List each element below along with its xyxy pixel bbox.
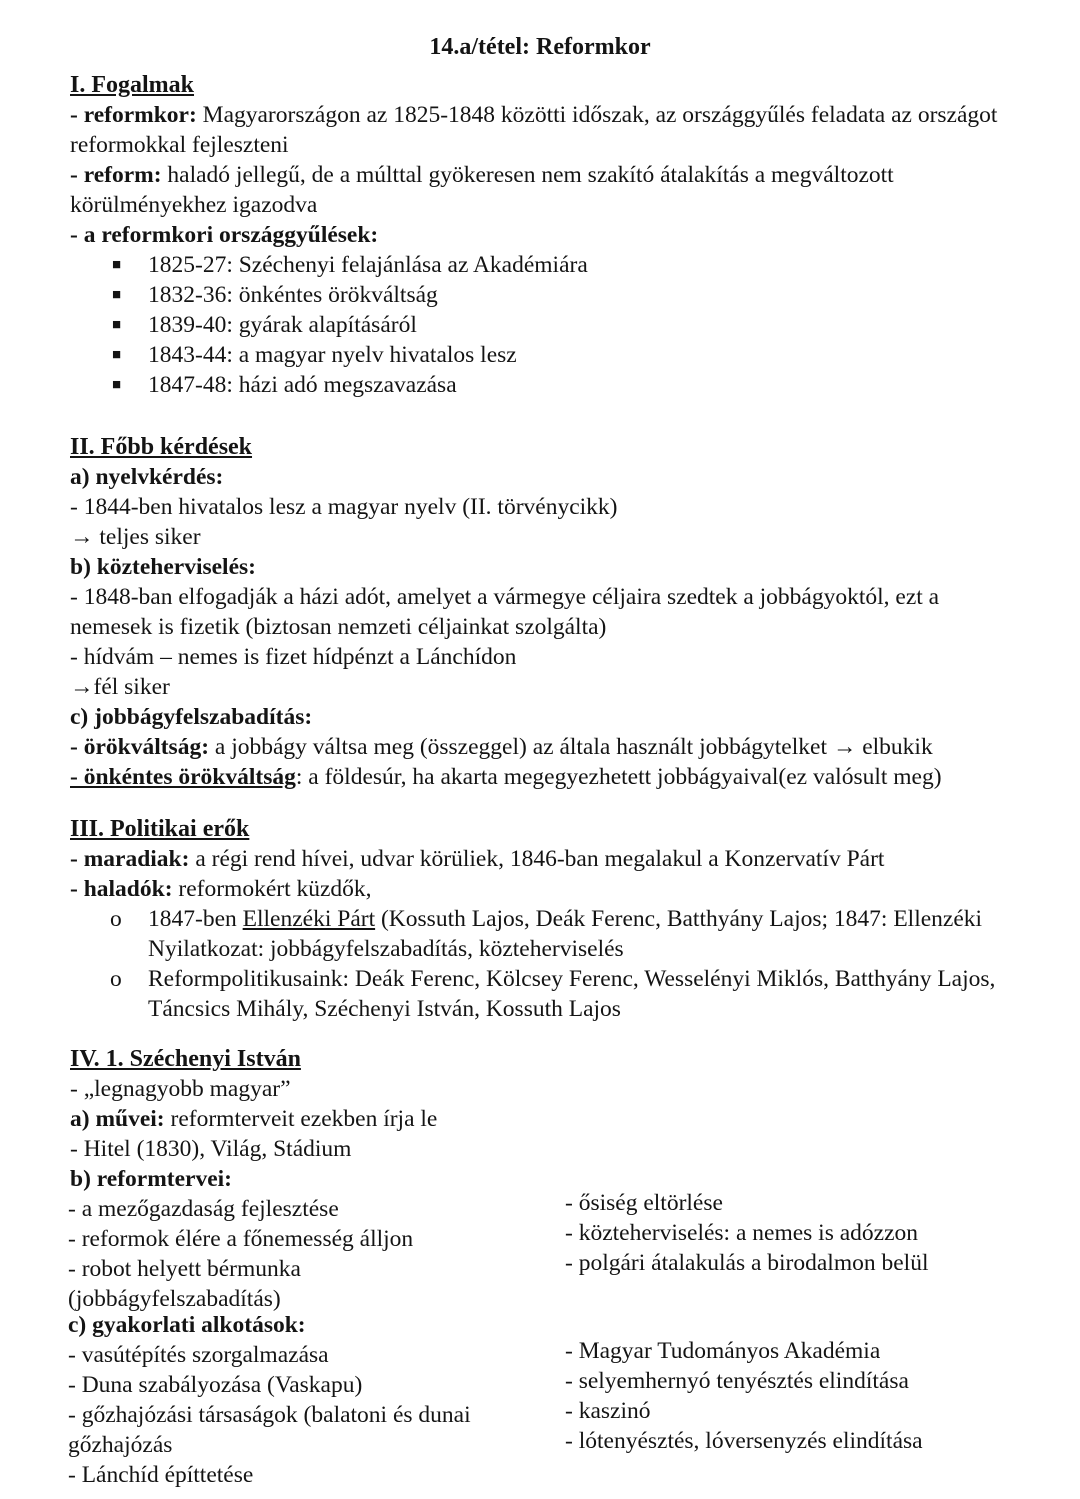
definition-text: : a földesúr, ha akarta megegyezhetett jobbágyaival(ez valósult meg) (295, 764, 942, 790)
text-line: - 1844-ben hivatalos lesz a magyar nyelv (II. törvénycikk) (70, 494, 618, 520)
list-item-text: 1832-36: önkéntes örökváltság (148, 282, 438, 308)
section-fobb-kerdesek (70, 432, 1000, 792)
text-line: → teljes siker (70, 524, 201, 550)
section-politikai-erok (70, 814, 1000, 1024)
list-item: - robot helyett bérmunka (68, 1256, 301, 1282)
list-item: - a mezőgazdaság fejlesztése (68, 1196, 339, 1222)
reformtervei-left-column (68, 1194, 488, 1314)
definition-reformkor (70, 100, 1000, 160)
subheading-nyelvkerdes: a) nyelvkérdés: (70, 464, 224, 490)
bullet-square-icon: ■ (112, 377, 122, 393)
bullet-square-icon: ■ (112, 317, 122, 333)
gyakorlati-alkotasok-left (68, 1310, 548, 1490)
text-line: - „legnagyobb magyar” (70, 1076, 291, 1102)
definition-text: Magyarországon az 1825-1848 közötti időszak, az országgyűlés feladata az országot reformokkal fejleszteni (70, 102, 998, 158)
list-item: - Duna szabályozása (Vaskapu) (68, 1372, 363, 1398)
text-line: →fél siker (70, 674, 170, 700)
subheading-jobbagyfelszabaditas: c) jobbágyfelszabadítás: (70, 704, 313, 730)
list-item (70, 964, 1000, 1024)
definition-text: haladó jellegű, de a múlttal gyökeresen nem szakító átalakítás a megváltozott körülményekhez igazodva (70, 162, 894, 218)
subheading-kozteherviseles: b) közteherviselés: (70, 554, 256, 580)
definition-orokvaltsag (70, 732, 1000, 762)
list-item: - lótenyésztés, lóversenyzés elindítása (565, 1428, 923, 1454)
definition-muvei (70, 1104, 1000, 1134)
definition-text: a régi rend hívei, udvar körüliek, 1846-ban megalakul a Konzervatív Párt (189, 846, 885, 872)
list-item-text: (Kossuth Lajos, Deák Ferenc, Batthyány Lajos; 1847: Ellenzéki Nyilatkozat: jobbágyfelszabadítás, közteherviselés (148, 906, 983, 962)
term: a) művei: (70, 1106, 165, 1132)
list-item-text: 1847-48: házi adó megszavazása (148, 372, 457, 398)
section-heading: IV. 1. Széchenyi István (70, 1046, 301, 1072)
list-item: gőzhajózás (68, 1432, 173, 1458)
section-fogalmak (70, 70, 1000, 400)
definition-reform (70, 160, 1000, 220)
term: - haladók: (70, 876, 173, 902)
gyakorlati-alkotasok-right (565, 1336, 1005, 1456)
list-item: - közteherviselés: a nemes is adózzon (565, 1220, 919, 1246)
party-name: Ellenzéki Párt (242, 906, 376, 932)
list-item: - ősiség eltörlése (565, 1190, 723, 1216)
section-heading: I. Fogalmak (70, 72, 195, 98)
term: - reformkor: (70, 102, 197, 128)
section-heading: III. Politikai erők (70, 816, 250, 842)
list-item (70, 904, 1000, 964)
list-item-text: 1825-27: Széchenyi felajánlása az Akadémiára (148, 252, 588, 278)
section-szechenyi (70, 1044, 1000, 1194)
subheading-reformtervei: b) reformtervei: (70, 1166, 233, 1192)
list-item: - Magyar Tudományos Akadémia (565, 1338, 881, 1364)
term: - örökváltság: (70, 734, 210, 760)
bullet-square-icon: ■ (112, 257, 122, 273)
list-item-text: 1847-ben (148, 906, 243, 932)
list-item-text: 1839-40: gyárak alapításáról (148, 312, 417, 338)
definition-onkentes-orokvaltsag (70, 762, 1000, 792)
list-item: - polgári átalakulás a birodalmon belül (565, 1250, 929, 1276)
definition-maradiak (70, 844, 1000, 874)
list-item: (jobbágyfelszabadítás) (68, 1286, 281, 1312)
term: - önkéntes örökváltság (70, 764, 296, 790)
subheading-orszaggyulesek: - a reformkori országgyűlések: (70, 222, 379, 248)
list-item (70, 340, 1000, 370)
reformtervei-right-column (565, 1188, 1005, 1278)
section-heading: II. Főbb kérdések (70, 434, 253, 460)
list-item: - kaszinó (565, 1398, 651, 1424)
subheading-gyakorlati-alkotasok: c) gyakorlati alkotások: (68, 1312, 306, 1338)
list-item: - Lánchíd építtetése (68, 1462, 254, 1488)
list-item: - gőzhajózási társaságok (balatoni és dunai (68, 1402, 471, 1428)
definition-haladok (70, 874, 1000, 904)
definition-text: reformterveit ezekben írja le (164, 1106, 438, 1132)
list-item-text: 1843-44: a magyar nyelv hivatalos lesz (148, 342, 517, 368)
list-item (70, 250, 1000, 280)
bullet-circle-icon: o (110, 906, 122, 932)
term: - maradiak: (70, 846, 190, 872)
definition-text: a jobbágy váltsa meg (összeggel) az általa használt jobbágytelket → elbukik (209, 734, 933, 760)
text-paragraph: - 1848-ban elfogadják a házi adót, amelyet a vármegye céljaira szedtek a jobbágyoktól, ezt a nemesek is fizetik (biztosan nemzeti céljainkat szolgálta) (70, 584, 940, 640)
definition-text: reformokért küzdők, (172, 876, 372, 902)
list-item: - reformok élére a főnemesség álljon (68, 1226, 414, 1252)
list-item (70, 370, 1000, 400)
list-item-text: Reformpolitikusaink: Deák Ferenc, Kölcsey Ferenc, Wesselényi Miklós, Batthyány Lajos, Táncsics Mihály, Széchenyi István, Kossuth Lajos (148, 966, 996, 1022)
list-item: - selyemhernyó tenyésztés elindítása (565, 1368, 909, 1394)
text-line: - Hitel (1830), Világ, Stádium (70, 1136, 352, 1162)
bullet-square-icon: ■ (112, 287, 122, 303)
bullet-square-icon: ■ (112, 347, 122, 363)
term: - reform: (70, 162, 162, 188)
list-item (70, 310, 1000, 340)
bullet-circle-icon: o (110, 966, 122, 992)
text-line: - hídvám – nemes is fizet hídpénzt a Lánchídon (70, 644, 517, 670)
list-item (70, 280, 1000, 310)
page-title: 14.a/tétel: Reformkor (429, 34, 651, 60)
list-item: - vasútépítés szorgalmazása (68, 1342, 329, 1368)
